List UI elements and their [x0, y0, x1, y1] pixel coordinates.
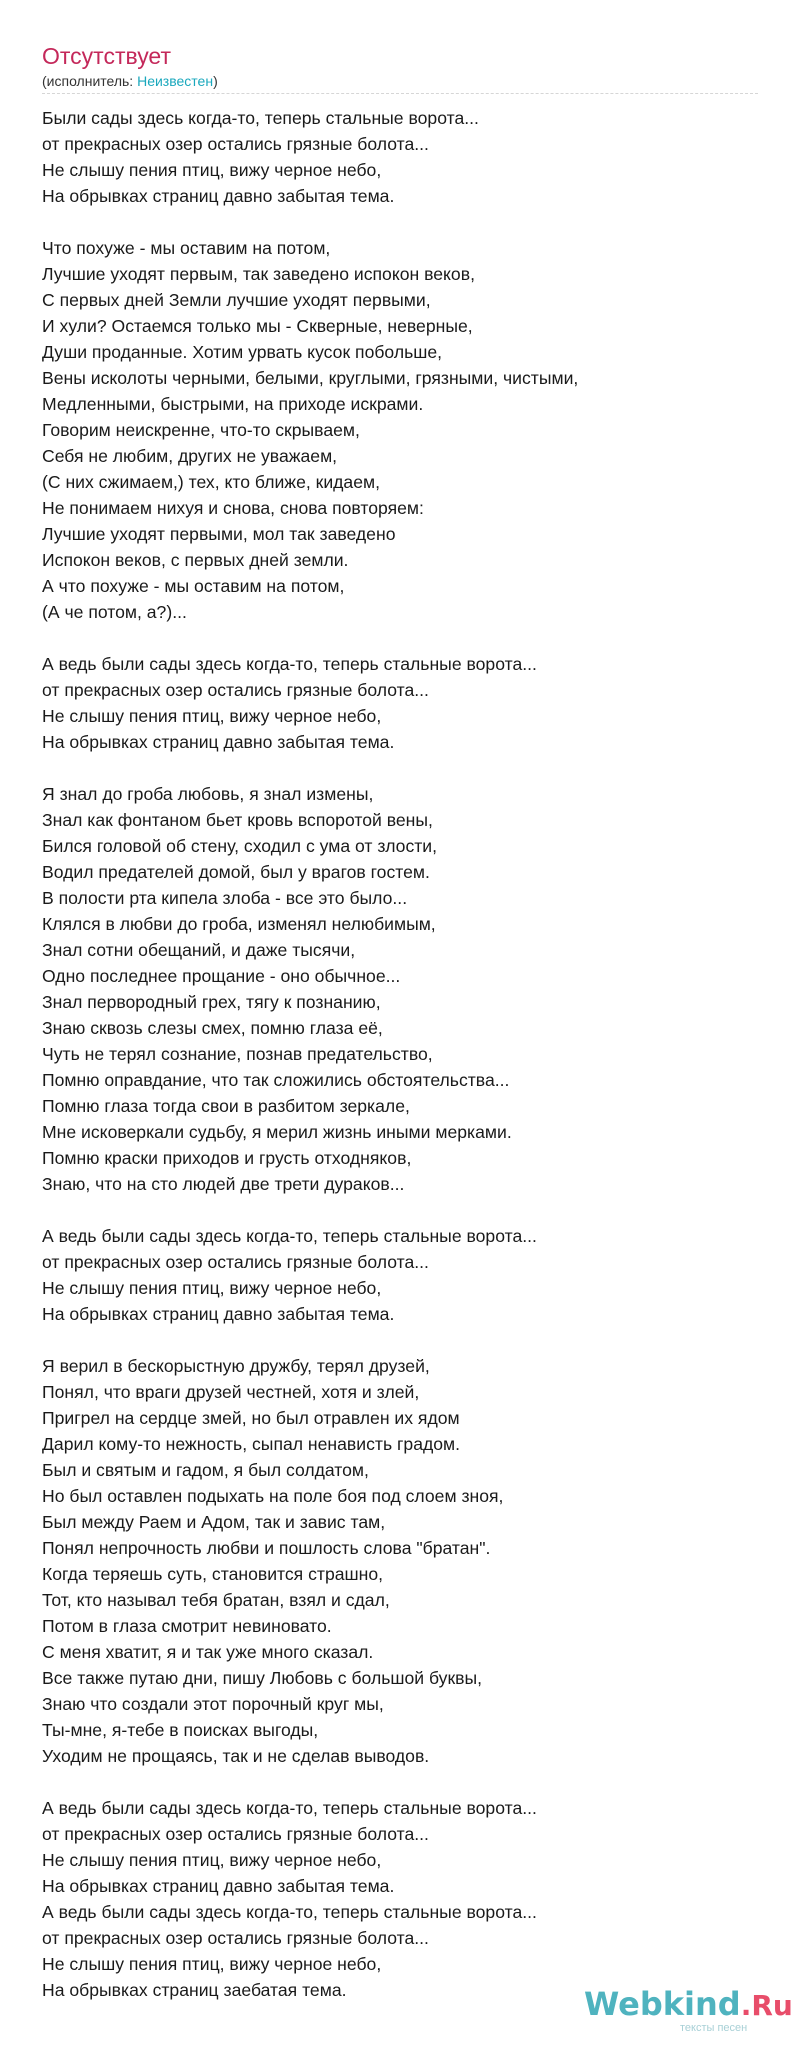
lyric-line: Медленными, быстрыми, на приходе искрами.	[42, 394, 424, 414]
lyric-line: Знал как фонтаном бьет кровь вспоротой вены,	[42, 810, 433, 830]
lyric-line: Не слышу пения птиц, вижу черное небо,	[42, 1278, 382, 1298]
lyric-line: Что похуже - мы оставим на потом,	[42, 238, 331, 258]
lyric-line: Пригрел на сердце змей, но был отравлен их ядом	[42, 1408, 460, 1428]
lyric-line: Не слышу пения птиц, вижу черное небо,	[42, 1954, 382, 1974]
lyric-line: Говорим неискренне, что-то скрываем,	[42, 420, 360, 440]
lyric-line: Лучшие уходят первым, так заведено испокон веков,	[42, 264, 475, 284]
lyric-line: На обрывках страниц давно забытая тема.	[42, 1876, 395, 1896]
lyric-line: (А че потом, а?)...	[42, 602, 187, 622]
lyric-line: Вены исколоты черными, белыми, круглыми, грязными, чистыми,	[42, 368, 579, 388]
lyric-line: Потом в глаза смотрит невиновато.	[42, 1616, 332, 1636]
song-title: Отсутствует	[42, 43, 171, 69]
stanza-break	[42, 625, 762, 651]
lyric-line: Знаю что создали этот порочный круг мы,	[42, 1694, 384, 1714]
lyric-line: от прекрасных озер остались грязные болота...	[42, 1252, 429, 1272]
lyric-line: На обрывках страниц давно забытая тема.	[42, 186, 395, 206]
lyric-line: Водил предателей домой, был у врагов гостем.	[42, 862, 430, 882]
lyric-line: На обрывках страниц заебатая тема.	[42, 1980, 347, 2000]
stanza-break	[42, 209, 762, 235]
lyric-line: Помню краски приходов и грусть отходняков,	[42, 1148, 412, 1168]
stanza-break	[42, 1327, 762, 1353]
lyric-line: Одно последнее прощание - оно обычное...	[42, 966, 401, 986]
lyric-line: В полости рта кипела злоба - все это было...	[42, 888, 408, 908]
lyric-line: (С них сжимаем,) тех, кто ближе, кидаем,	[42, 472, 380, 492]
lyric-line: А ведь были сады здесь когда-то, теперь стальные ворота...	[42, 654, 537, 674]
logo-tld: .Ru	[740, 1989, 793, 2022]
lyric-line: Уходим не прощаясь, так и не сделав выводов.	[42, 1746, 430, 1766]
lyric-line: Лучшие уходят первыми, мол так заведено	[42, 524, 396, 544]
lyric-line: С меня хватит, я и так уже много сказал.	[42, 1642, 374, 1662]
lyric-line: Понял непрочность любви и пошлость слова "братан".	[42, 1538, 491, 1558]
lyric-line: Не слышу пения птиц, вижу черное небо,	[42, 160, 382, 180]
lyric-line: Бился головой об стену, сходил с ума от злости,	[42, 836, 438, 856]
artist-suffix: )	[213, 73, 218, 89]
lyric-line: Понял, что враги друзей честней, хотя и злей,	[42, 1382, 420, 1402]
lyric-line: Дарил кому-то нежность, сыпал ненависть градом.	[42, 1434, 461, 1454]
artist-line	[42, 71, 218, 91]
lyric-line: А ведь были сады здесь когда-то, теперь стальные ворота...	[42, 1902, 537, 1922]
lyric-line: Чуть не терял сознание, познав предательство,	[42, 1044, 433, 1064]
lyric-line: А что похуже - мы оставим на потом,	[42, 576, 345, 596]
lyric-line: от прекрасных озер остались грязные болота...	[42, 680, 429, 700]
lyric-line: Знал первородный грех, тягу к познанию,	[42, 992, 381, 1012]
site-logo[interactable]	[584, 1984, 793, 2036]
lyric-line: Знаю сквозь слезы смех, помню глаза её,	[42, 1018, 383, 1038]
logo-name: Webkind	[584, 1985, 741, 2023]
artist-link[interactable]: Неизвестен	[137, 73, 214, 89]
lyric-line: Испокон веков, с первых дней земли.	[42, 550, 349, 570]
lyric-line: Все также путаю дни, пишу Любовь с большой буквы,	[42, 1668, 483, 1688]
lyric-line: Клялся в любви до гроба, изменял нелюбимым,	[42, 914, 436, 934]
stanza-break	[42, 755, 762, 781]
header-divider	[42, 93, 758, 94]
lyric-line: Мне исковеркали судьбу, я мерил жизнь иными мерками.	[42, 1122, 512, 1142]
lyric-line: А ведь были сады здесь когда-то, теперь стальные ворота...	[42, 1226, 537, 1246]
lyric-line: Тот, кто называл тебя братан, взял и сдал,	[42, 1590, 390, 1610]
lyric-line: Но был оставлен подыхать на поле боя под слоем зноя,	[42, 1486, 504, 1506]
lyric-line: И хули? Остаемся только мы - Скверные, неверные,	[42, 316, 473, 336]
lyric-line: Был между Раем и Адом, так и завис там,	[42, 1512, 386, 1532]
lyric-line: Я знал до гроба любовь, я знал измены,	[42, 784, 374, 804]
lyrics-block	[42, 105, 762, 2003]
lyric-line: На обрывках страниц давно забытая тема.	[42, 1304, 395, 1324]
lyric-line: Помню глаза тогда свои в разбитом зеркале,	[42, 1096, 410, 1116]
stanza-break	[42, 1769, 762, 1795]
lyric-line: Я верил в бескорыстную дружбу, терял друзей,	[42, 1356, 430, 1376]
lyric-line: от прекрасных озер остались грязные болота...	[42, 134, 429, 154]
lyric-line: от прекрасных озер остались грязные болота...	[42, 1928, 429, 1948]
lyric-line: А ведь были сады здесь когда-то, теперь стальные ворота...	[42, 1798, 537, 1818]
lyric-line: Не понимаем нихуя и снова, снова повторяем:	[42, 498, 424, 518]
stanza-break	[42, 1197, 762, 1223]
logo-wordmark	[584, 1984, 793, 2026]
lyric-line: Знаю, что на сто людей две трети дураков...	[42, 1174, 405, 1194]
lyric-line: от прекрасных озер остались грязные болота...	[42, 1824, 429, 1844]
lyric-line: Себя не любим, других не уважаем,	[42, 446, 338, 466]
lyric-line: Не слышу пения птиц, вижу черное небо,	[42, 1850, 382, 1870]
lyric-line: С первых дней Земли лучшие уходят первыми,	[42, 290, 431, 310]
lyric-line: Знал сотни обещаний, и даже тысячи,	[42, 940, 356, 960]
lyric-line: Были сады здесь когда-то, теперь стальные ворота...	[42, 108, 479, 128]
lyric-line: Был и святым и гадом, я был солдатом,	[42, 1460, 369, 1480]
lyric-line: На обрывках страниц давно забытая тема.	[42, 732, 395, 752]
artist-prefix: (исполнитель:	[42, 73, 138, 89]
lyric-line: Не слышу пения птиц, вижу черное небо,	[42, 706, 382, 726]
lyric-line: Ты-мне, я-тебе в поисках выгоды,	[42, 1720, 319, 1740]
lyric-line: Когда теряешь суть, становится страшно,	[42, 1564, 384, 1584]
lyric-line: Души проданные. Хотим урвать кусок побольше,	[42, 342, 443, 362]
logo-tagline: тексты песен	[680, 2022, 748, 2034]
lyric-line: Помню оправдание, что так сложились обстоятельства...	[42, 1070, 510, 1090]
